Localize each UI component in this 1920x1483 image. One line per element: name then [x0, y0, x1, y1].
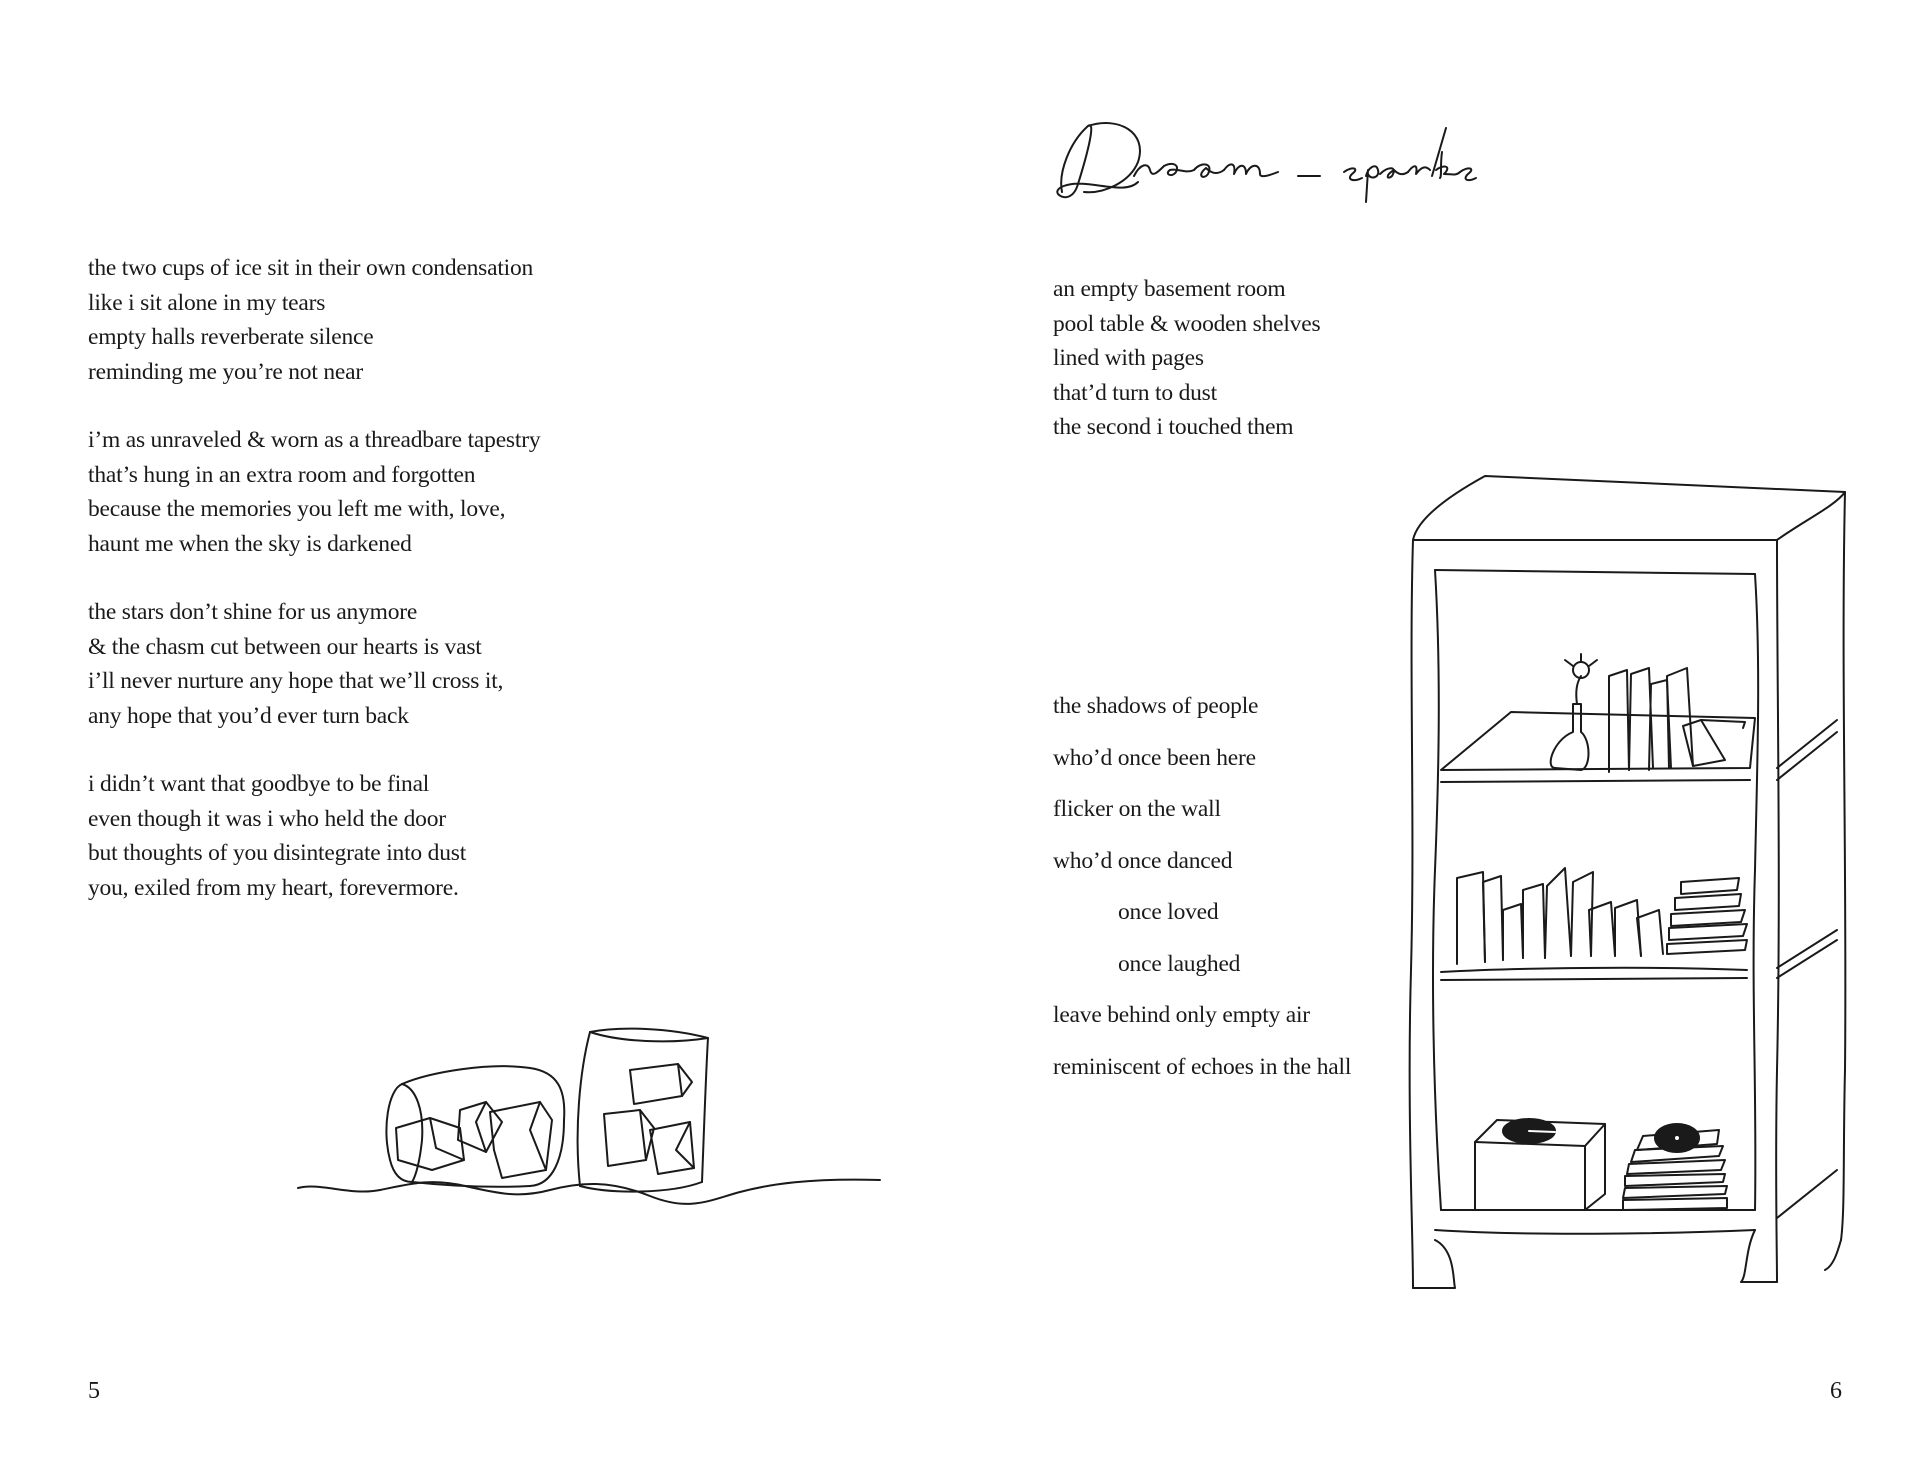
right-bottom-stanza — [1053, 689, 1351, 1101]
bookshelf-drawing — [1405, 470, 1865, 1300]
stanza-2 — [88, 423, 540, 561]
ice-cups-drawing — [290, 1010, 890, 1210]
poem-line: but thoughts of you disintegrate into dust — [88, 840, 467, 866]
poem-line: the second i touched them — [1053, 414, 1294, 440]
poem-line: an empty basement room — [1053, 276, 1286, 302]
poem-line: & the chasm cut between our hearts is vast — [88, 633, 482, 660]
page-number-right: 6 — [1830, 1378, 1842, 1404]
stanza-4 — [88, 767, 540, 905]
poem-line: i didn’t want that goodbye to be final — [88, 771, 430, 797]
poem-line: that’s hung in an extra room and forgotten — [88, 461, 476, 488]
poem-line: even though it was i who held the door — [88, 805, 446, 832]
stanza-1 — [88, 251, 540, 389]
page-number-left: 5 — [88, 1378, 100, 1404]
poem-line: who’d once been here — [1053, 744, 1256, 771]
stanza-3 — [88, 595, 540, 733]
poem-line: because the memories you left me with, love, — [88, 496, 506, 522]
poem-line: reminiscent of echoes in the hall — [1053, 1053, 1352, 1080]
poem-line: flicker on the wall — [1053, 796, 1221, 822]
poem-line: the stars don’t shine for us anymore — [88, 599, 418, 625]
poem-line: like i sit alone in my tears — [88, 289, 326, 316]
poem-line: i’ll never nurture any hope that we’ll cross it, — [88, 668, 504, 694]
poem-line: that’d turn to dust — [1053, 379, 1217, 406]
poem-line-indented: once loved — [1118, 899, 1219, 925]
poem-title-script — [1048, 112, 1478, 212]
poem-line: who’d once danced — [1053, 847, 1233, 874]
poem-line: i’m as unraveled & worn as a threadbare tapestry — [88, 427, 541, 453]
poem-line: the shadows of people — [1053, 693, 1259, 719]
poem-line: reminding me you’re not near — [88, 358, 364, 385]
poem-line: pool table & wooden shelves — [1053, 310, 1321, 337]
poem-line: leave behind only empty air — [1053, 1002, 1310, 1028]
poem-line-indented: once laughed — [1118, 950, 1241, 977]
poem-title — [1048, 112, 1478, 212]
poem-line: any hope that you’d ever turn back — [88, 702, 409, 729]
poem-line: haunt me when the sky is darkened — [88, 530, 412, 557]
poem-line: lined with pages — [1053, 345, 1204, 371]
poem-line: you, exiled from my heart, forevermore. — [88, 874, 459, 901]
right-top-stanza — [1053, 272, 1320, 445]
poem-line: empty halls reverberate silence — [88, 324, 374, 350]
poem-line: the two cups of ice sit in their own condensation — [88, 255, 534, 281]
left-poem — [88, 251, 540, 939]
